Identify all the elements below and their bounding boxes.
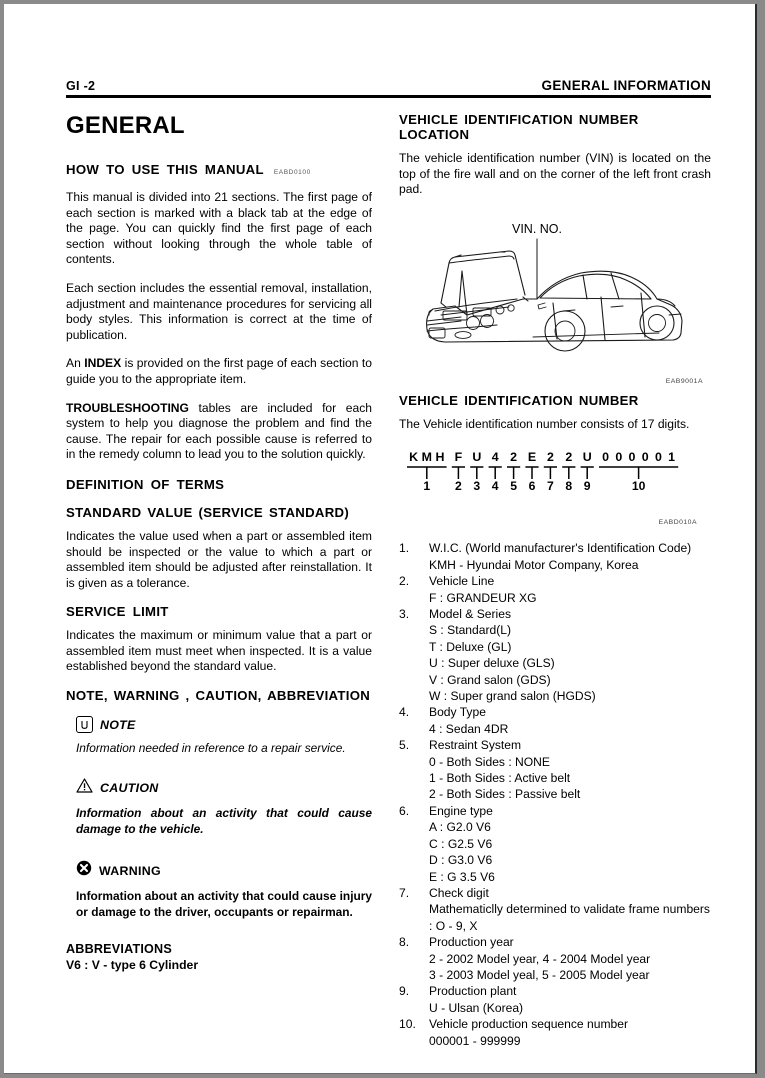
vin-decode-title: Model & Series	[429, 607, 512, 621]
vin-character: F	[454, 450, 463, 465]
vin-decode-title: Engine type	[429, 803, 493, 818]
vin-location-text: The vehicle identification number (VIN) is located on the top of the fire wall and on the corner of the left front crash pad.	[399, 151, 711, 197]
vin-decode-list	[399, 540, 711, 1049]
vin-decode-subitem: 2 - 2002 Model year, 4 - 2004 Model year	[429, 951, 651, 966]
service-limit-heading: SERVICE LIMIT	[66, 604, 169, 620]
vin-callout-label: VIN. NO.	[511, 221, 563, 236]
note-heading-row	[76, 716, 372, 733]
vin-decode-number: 8.	[399, 935, 410, 950]
vin-character: H	[435, 450, 445, 465]
vin-decode-number: 2.	[399, 574, 410, 589]
vin-decode-subitem: 000001 - 999999	[429, 1033, 521, 1048]
vin-decode-title: Vehicle production sequence number	[429, 1017, 629, 1032]
vin-decode-body	[429, 737, 711, 803]
vin-character: 2	[546, 450, 554, 465]
vin-character: U	[472, 450, 482, 465]
page-content	[66, 78, 711, 1049]
two-column-layout	[66, 112, 711, 1049]
troubleshooting-paragraph	[66, 401, 372, 463]
header-rule	[66, 95, 711, 98]
left-column	[66, 112, 372, 1049]
vin-character: 4	[491, 450, 499, 465]
vin-decode-number: 10.	[399, 1017, 416, 1032]
vin-decode-item	[399, 803, 711, 885]
vin-decode-number: 3.	[399, 607, 410, 621]
abbreviations-entry: V6 : V - type 6 Cylinder	[66, 958, 199, 973]
vin-decode-item	[399, 1016, 711, 1049]
vin-decode-number: 6.	[399, 803, 410, 818]
vin-decode-item	[399, 540, 711, 573]
vin-marker-number: 3	[473, 479, 481, 494]
vin-decode-subitem: : O - 9, X	[429, 918, 478, 933]
manual-page	[4, 4, 757, 1074]
column-gutter	[372, 112, 399, 1049]
troubleshooting-post: tables are included for each system to help you diagnose the problem and find the cause. The repair for each possible cause is referred to in the remedy column to lead you to the solution quickly.	[66, 400, 372, 462]
vin-decode-body	[429, 606, 711, 704]
vin-character: U	[582, 450, 592, 465]
vin-decode-title: Restraint System	[429, 738, 522, 753]
note-icon	[76, 716, 93, 733]
vin-section-heading: VEHICLE IDENTIFICATION NUMBER	[399, 392, 639, 408]
vin-decode-subitem: E : G 3.5 V6	[429, 869, 495, 884]
vin-breakdown-diagram	[399, 448, 699, 510]
standard-value-heading: STANDARD VALUE (SERVICE STANDARD)	[66, 504, 350, 520]
vin-character: 0	[654, 450, 662, 465]
caution-label: CAUTION	[100, 781, 159, 796]
vin-decode-subitem: 4 : Sedan 4DR	[429, 721, 509, 736]
vin-decode-body	[429, 803, 711, 885]
vin-decode-body	[429, 540, 711, 573]
vin-decode-body	[429, 573, 711, 606]
warning-text: Information about an activity that could cause injury or damage to the driver, occupants or repairman.	[76, 889, 372, 919]
vin-decode-subitem: 2 - Both Sides : Passive belt	[429, 787, 581, 802]
vin-decode-item	[399, 737, 711, 803]
vin-decode-subitem: 1 - Both Sides : Active belt	[429, 771, 571, 786]
troubleshooting-keyword: TROUBLESHOOTING	[66, 400, 189, 415]
vehicle-figure	[399, 211, 711, 385]
vin-decode-number: 7.	[399, 885, 410, 900]
vin-decode-number: 4.	[399, 705, 410, 720]
vin-decode-title: Body Type	[429, 705, 486, 720]
vin-character: 2	[510, 450, 518, 465]
vin-decode-subitem: A : G2.0 V6	[429, 820, 491, 835]
vin-character: 0	[602, 450, 610, 465]
vin-marker-number: 6	[528, 479, 536, 494]
vin-character: K	[409, 450, 419, 465]
page-title: GENERAL	[66, 112, 185, 139]
vin-character: 0	[615, 450, 623, 465]
vin-decode-item	[399, 606, 711, 704]
how-to-paragraph-2: Each section includes the essential removal, installation, adjustment and maintenance procedures for servicing all body styles. This information is correct at the time of publication.	[66, 280, 372, 342]
warning-circle-x-icon	[76, 860, 92, 881]
vin-decode-body	[429, 885, 711, 934]
standard-value-text: Indicates the value used when a part or assembled item should be inspected or the value to which a part or assembled item should be adjusted after reinstallation. It is given as a tolerance.	[66, 528, 372, 590]
how-to-heading: HOW TO USE THIS MANUAL	[66, 162, 264, 177]
vin-location-heading: VEHICLE IDENTIFICATION NUMBER LOCATION	[399, 112, 639, 142]
vin-decode-number: 9.	[399, 984, 410, 999]
warning-block	[76, 860, 372, 920]
how-to-heading-row	[66, 162, 372, 177]
vin-section-text: The Vehicle identification number consists of 17 digits.	[399, 416, 690, 431]
vehicle-figure-ref-code: EAB9001A	[665, 377, 703, 385]
index-post: is provided on the first page of each section to guide you to the appropriate item.	[66, 356, 373, 386]
right-column	[399, 112, 711, 1049]
page-header	[66, 78, 711, 93]
vin-decode-subitem: KMH - Hyundai Motor Company, Korea	[429, 557, 639, 572]
how-to-paragraph-1: This manual is divided into 21 sections. The first page of each section is marked with a black tab at the edge of the page. You can quickly find the first page of each section without looking through the whole table of contents.	[66, 190, 372, 267]
vin-decode-subitem: U - Ulsan (Korea)	[429, 1000, 524, 1015]
vin-marker-number: 8	[565, 479, 573, 494]
vin-decode-subitem: D : G3.0 V6	[429, 853, 493, 868]
book-title: GENERAL INFORMATION	[541, 78, 711, 93]
vin-decode-subitem: W : Super grand salon (HGDS)	[429, 689, 596, 704]
vin-decode-subitem: V : Grand salon (GDS)	[429, 672, 551, 687]
caution-text: Information about an activity that could cause damage to the vehicle.	[76, 806, 372, 836]
vin-decode-subitem: U : Super deluxe (GLS)	[429, 656, 555, 671]
vin-character: M	[421, 450, 432, 465]
vin-decode-item	[399, 885, 711, 934]
vin-decode-title: Vehicle Line	[429, 574, 495, 589]
warning-heading-row	[76, 860, 372, 881]
notice-types-heading: NOTE, WARNING , CAUTION, ABBREVIATION	[66, 688, 371, 704]
vin-marker-number: 5	[510, 479, 517, 494]
index-keyword: INDEX	[84, 356, 122, 371]
vin-decode-body	[429, 934, 711, 983]
vin-decode-item	[399, 934, 711, 983]
how-to-ref-code: EABD0100	[273, 169, 311, 176]
note-text: Information needed in reference to a repair service.	[76, 741, 346, 756]
vin-decode-title: Production plant	[429, 984, 517, 999]
note-block	[76, 716, 372, 756]
vin-decode-subitem: Mathematiclly determined to validate frame numbers	[429, 902, 710, 917]
vin-decode-body	[429, 1016, 711, 1049]
vin-marker-number: 7	[547, 479, 554, 494]
vehicle-illustration	[405, 211, 705, 371]
index-paragraph	[66, 356, 372, 387]
vin-decode-body	[429, 983, 711, 1016]
page-number: GI -2	[66, 79, 96, 93]
vin-decode-subitem: F : GRANDEUR XG	[429, 590, 537, 605]
vin-marker-number: 4	[491, 479, 499, 494]
caution-block	[76, 778, 372, 837]
vin-decode-subitem: C : G2.5 V6	[429, 836, 493, 851]
vin-decode-number: 1.	[399, 541, 410, 556]
vin-diagram-ref-code: EABD010A	[658, 519, 697, 527]
vin-marker-number: 10	[631, 479, 646, 494]
service-limit-text: Indicates the maximum or minimum value that a part or assembled item must meet when inspected. It is a value established beyond the standard value.	[66, 628, 372, 674]
vin-decode-item	[399, 573, 711, 606]
vin-decode-subitem: 3 - 2003 Model yeal, 5 - 2005 Model year	[429, 967, 650, 982]
index-pre: An	[66, 356, 85, 371]
vin-decode-subitem: 0 - Both Sides : NONE	[429, 754, 550, 769]
vin-character: 0	[628, 450, 636, 465]
vin-marker-number: 2	[455, 479, 462, 494]
caution-heading-row	[76, 778, 372, 798]
vin-marker-number: 1	[423, 479, 431, 494]
warning-label: WARNING	[99, 863, 161, 878]
caution-triangle-icon	[76, 778, 93, 798]
vin-character: E	[527, 450, 537, 465]
vin-decode-body	[429, 704, 711, 737]
vin-character: 0	[641, 450, 649, 465]
vin-breakdown-figure	[399, 448, 711, 526]
vin-decode-subitem: S : Standard(L)	[429, 623, 512, 638]
vin-marker-number: 9	[583, 479, 591, 494]
abbreviations-heading: ABBREVIATIONS	[66, 942, 172, 957]
vin-decode-number: 5.	[399, 738, 410, 753]
vin-character: 1	[668, 450, 676, 465]
vin-decode-title: Production year	[429, 935, 514, 950]
vin-character: 2	[565, 450, 573, 465]
definition-of-terms-heading: DEFINITION OF TERMS	[66, 476, 225, 492]
note-label: NOTE	[100, 717, 136, 732]
vin-decode-item	[399, 704, 711, 737]
vin-decode-item	[399, 983, 711, 1016]
vin-decode-title: W.I.C. (World manufacturer's Identification Code)	[429, 541, 692, 556]
vin-decode-subitem: T : Deluxe (GL)	[429, 639, 512, 654]
vin-decode-title: Check digit	[429, 885, 489, 900]
